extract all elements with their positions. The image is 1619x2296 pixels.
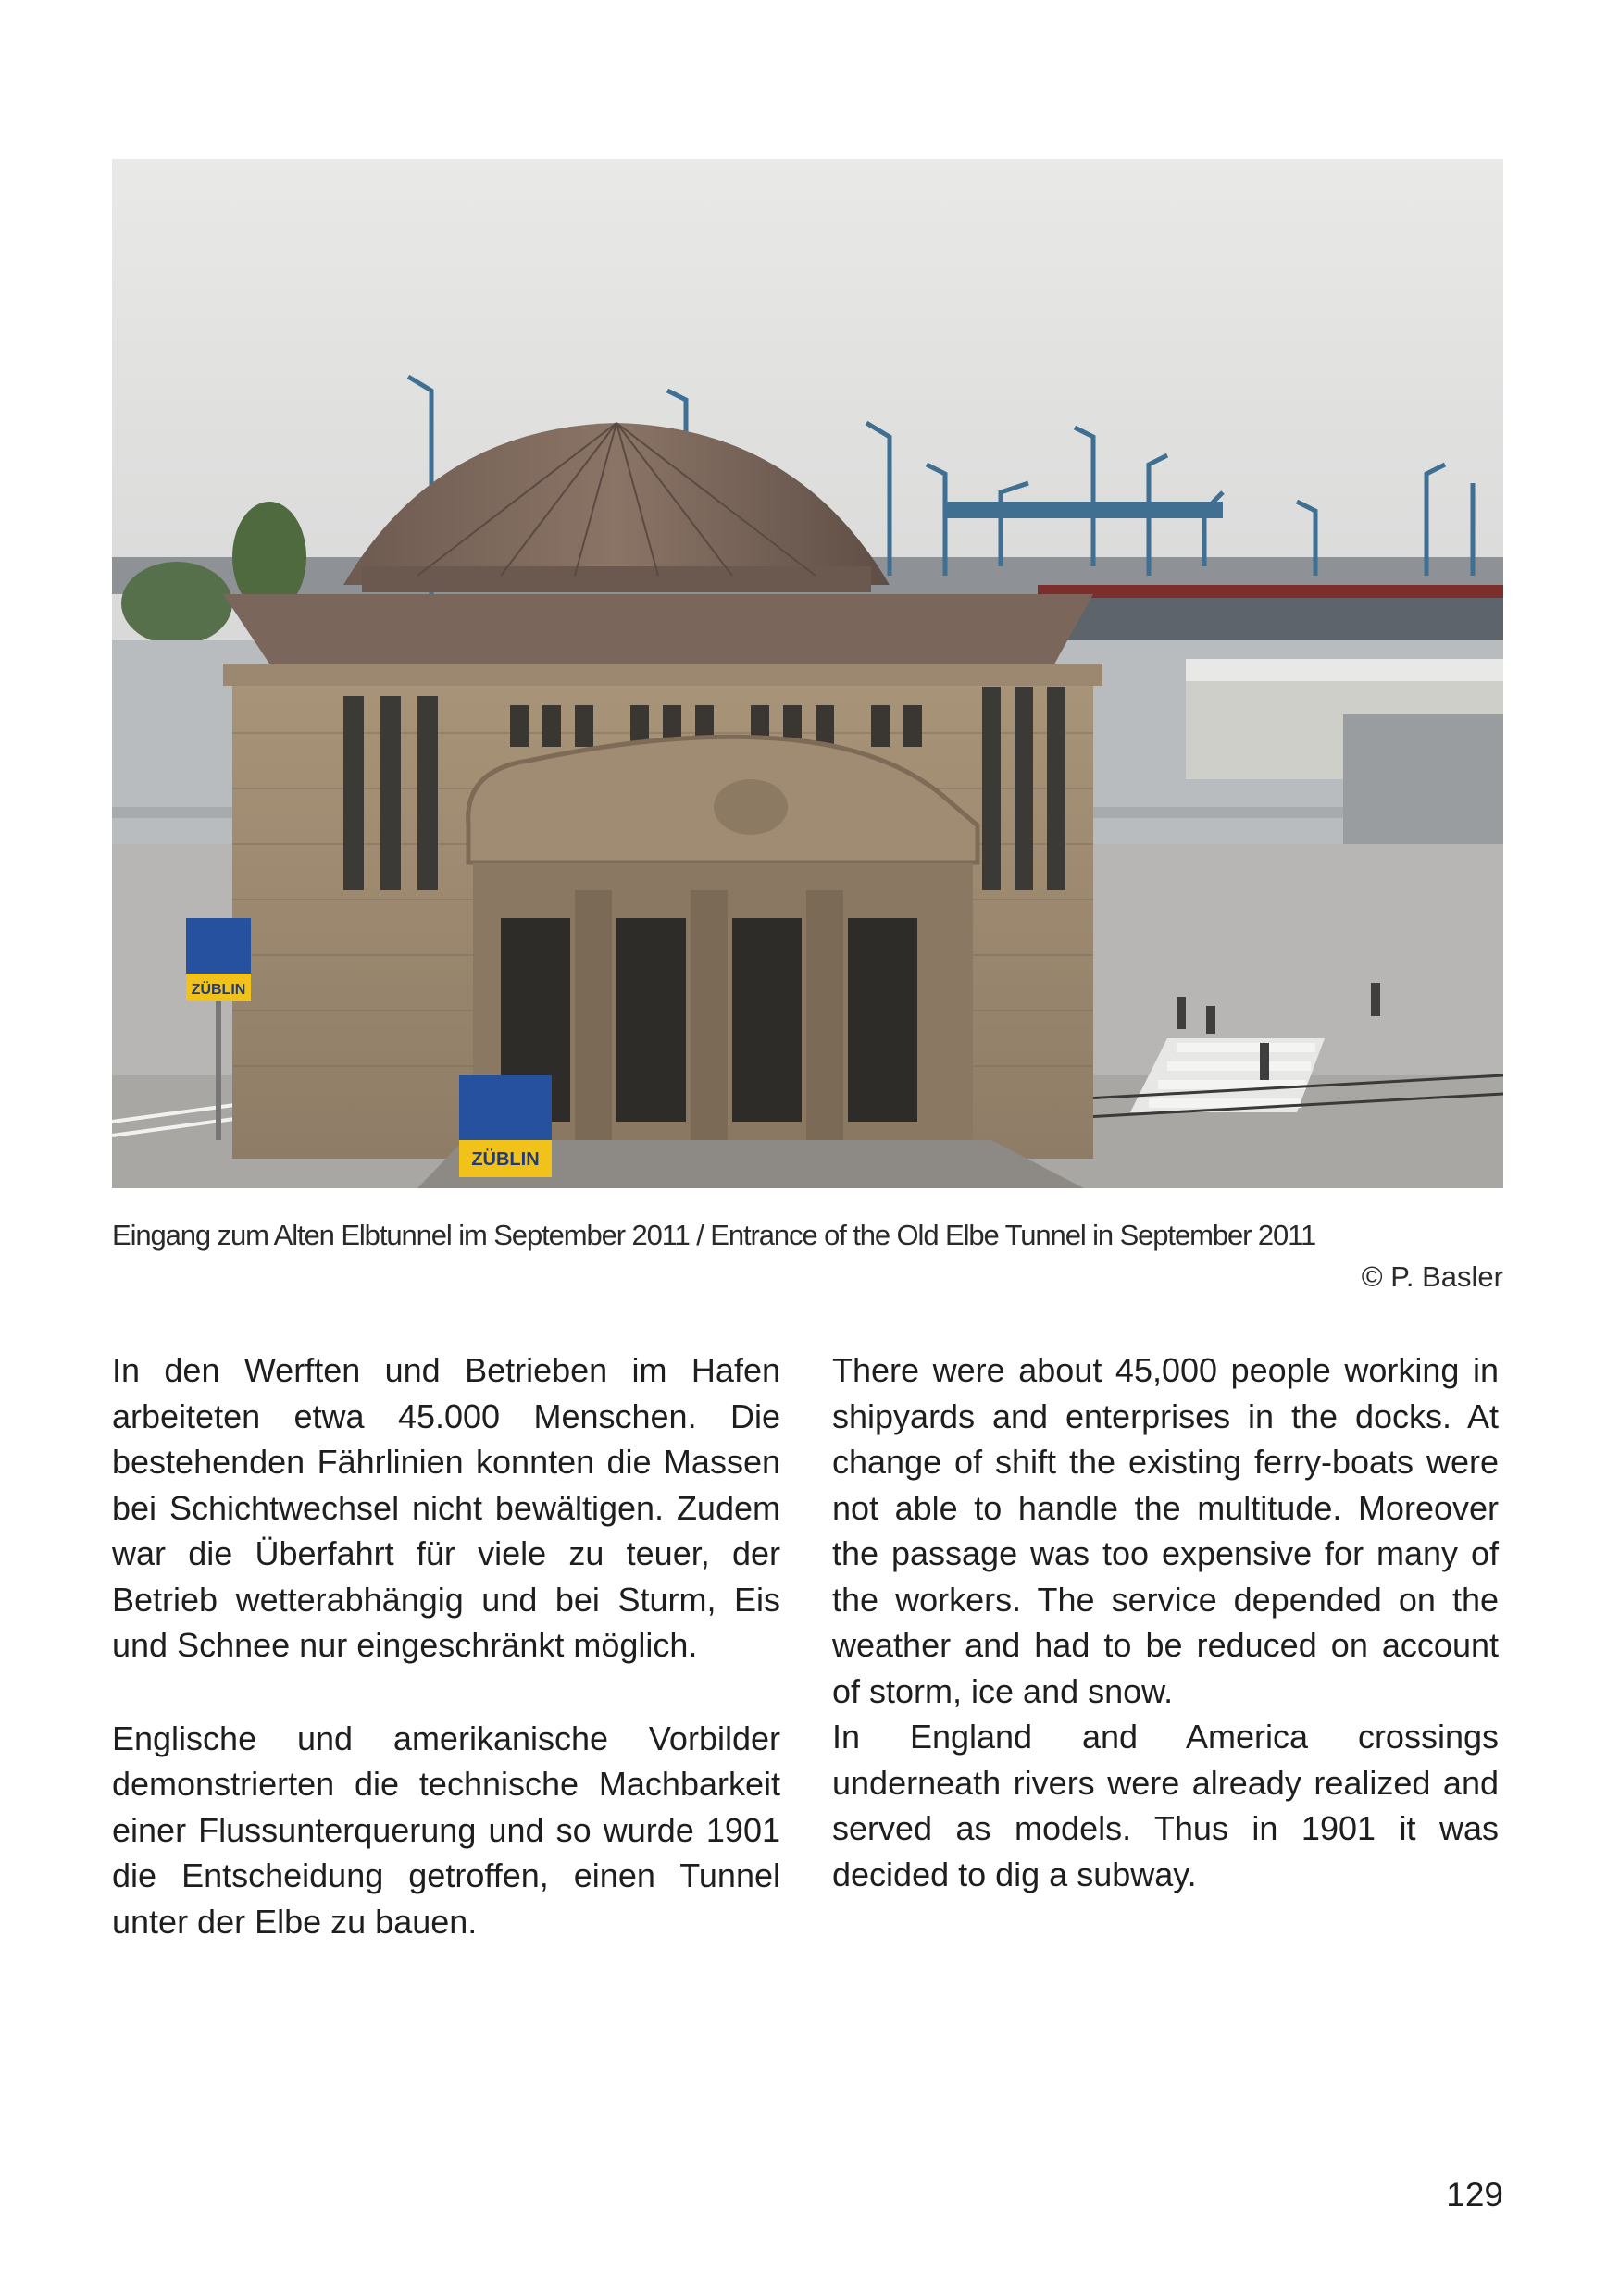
- english-paragraph-1: There were about 45,000 people working in shipyards and enterprises in the docks. At change of shift the existing ferry-boats were not able to handle the multitude. Moreover the passage was too expensive for many of the workers. The service depended on the weather and had to be reduced on account of storm, ice and snow.: [832, 1351, 1499, 1710]
- page-number: 129: [1446, 2176, 1503, 2214]
- photo-illustration: [112, 159, 1503, 1188]
- photo-caption: Eingang zum Alten Elbtunnel im September 2011 / Entrance of the Old Elbe Tunnel in September 2011: [112, 1219, 1316, 1251]
- german-column: [112, 1347, 780, 1944]
- german-paragraph-1: In den Werften und Betrieben im Hafen arbeiteten etwa 45.000 Menschen. Die bestehenden Fährlinien konnten die Massen bei Schichtwechsel nicht bewältigen. Zudem war die Überfahrt für viele zu teuer, der Betrieb wetterabhängig und bei Sturm, Eis und Schnee nur eingeschränkt möglich.: [112, 1351, 780, 1664]
- english-paragraph-2: In England and America crossings underneath rivers were already realized and served as models. Thus in 1901 it was decided to dig a subway.: [832, 1718, 1499, 1893]
- zublin-sign-front: ZÜBLIN: [471, 1149, 540, 1170]
- photo-credit: © P. Basler: [1361, 1260, 1503, 1293]
- german-paragraph-2: Englische und amerikanische Vorbilder demonstrierten die technische Machbarkeit einer Flussunterquerung und so wurde 1901 die Entscheidung getroffen, einen Tunnel unter der Elbe zu bauen.: [112, 1719, 780, 1941]
- english-column: [832, 1347, 1499, 1897]
- photo-old-elbe-tunnel-entrance: [112, 159, 1503, 1188]
- zublin-sign-left: ZÜBLIN: [191, 982, 246, 998]
